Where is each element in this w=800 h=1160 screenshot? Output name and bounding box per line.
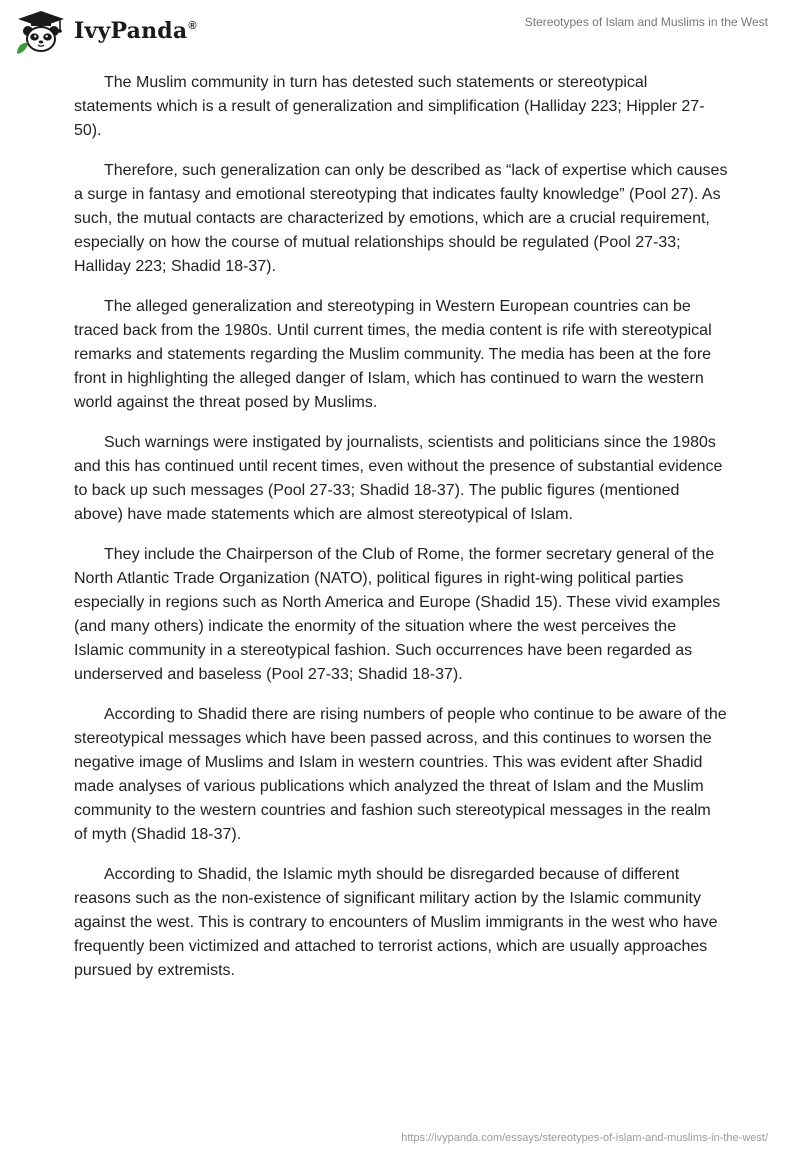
running-title: Stereotypes of Islam and Muslims in the West	[524, 15, 768, 29]
paragraph: They include the Chairperson of the Club of Rome, the former secretary general of the North Atlantic Trade Organization (NATO), political figures in right-wing political parties especially in regions such as North America and Europe (Shadid 15). These vivid examples (and many others) indicate the enormity of the situation where the west perceives the Islamic community in a stereotypical fashion. Such occurrences have been regarded as underserved and baseless (Pool 27-33; Shadid 18-37).	[74, 546, 721, 683]
brand-name: IvyPanda®	[74, 18, 197, 44]
paragraph: According to Shadid there are rising numbers of people who continue to be aware of the stereotypical messages which have been passed across, and this continues to worsen the negative image of Muslims and Islam in western countries. This was evident after Shadid made analyses of various publications which analyzed the threat of Islam and the Muslim community to the western countries and fashion such stereotypical messages in the realm of myth (Shadid 18-37).	[74, 706, 727, 843]
page-header	[0, 0, 800, 60]
paragraph: Such warnings were instigated by journalists, scientists and politicians since the 1980s and this has continued until recent times, even without the presence of substantial evidence to back up such messages (Pool 27-33; Shadid 18-37). The public figures (mentioned above) have made statements which are almost stereotypical of Islam.	[74, 434, 723, 523]
essay-body	[74, 71, 728, 999]
brand-logo[interactable]	[14, 10, 197, 54]
source-url[interactable]: https://ivypanda.com/essays/stereotypes-of-islam-and-muslims-in-the-west/	[401, 1132, 768, 1144]
paragraph: Therefore, such generalization can only be described as “lack of expertise which causes a surge in fantasy and emotional stereotyping that indicates faulty knowledge” (Pool 27). As such, the mutual contacts are characterized by emotions, which are a crucial requirement, especially on how the course of mutual relationships should be regulated (Pool 27-33; Halliday 223; Shadid 18-37).	[74, 162, 728, 275]
paragraph: The Muslim community in turn has detested such statements or stereotypical statements which is a result of generalization and simplification (Halliday 223; Hippler 27-50).	[74, 74, 705, 139]
paragraph: The alleged generalization and stereotyping in Western European countries can be traced back from the 1980s. Until current times, the media content is rife with stereotypical remarks and statements regarding the Muslim community. The media has been at the fore front in highlighting the alleged danger of Islam, which has continued to warn the western world against the threat posed by Muslims.	[74, 298, 712, 411]
registered-mark: ®	[188, 20, 197, 32]
paragraph: According to Shadid, the Islamic myth should be disregarded because of different reasons such as the non-existence of significant military action by the Islamic community against the west. This is contrary to encounters of Muslim immigrants in the west who have frequently been victimized and attached to terrorist actions, which are usually approaches pursued by extremists.	[74, 866, 718, 979]
panda-graduate-icon	[14, 10, 68, 54]
